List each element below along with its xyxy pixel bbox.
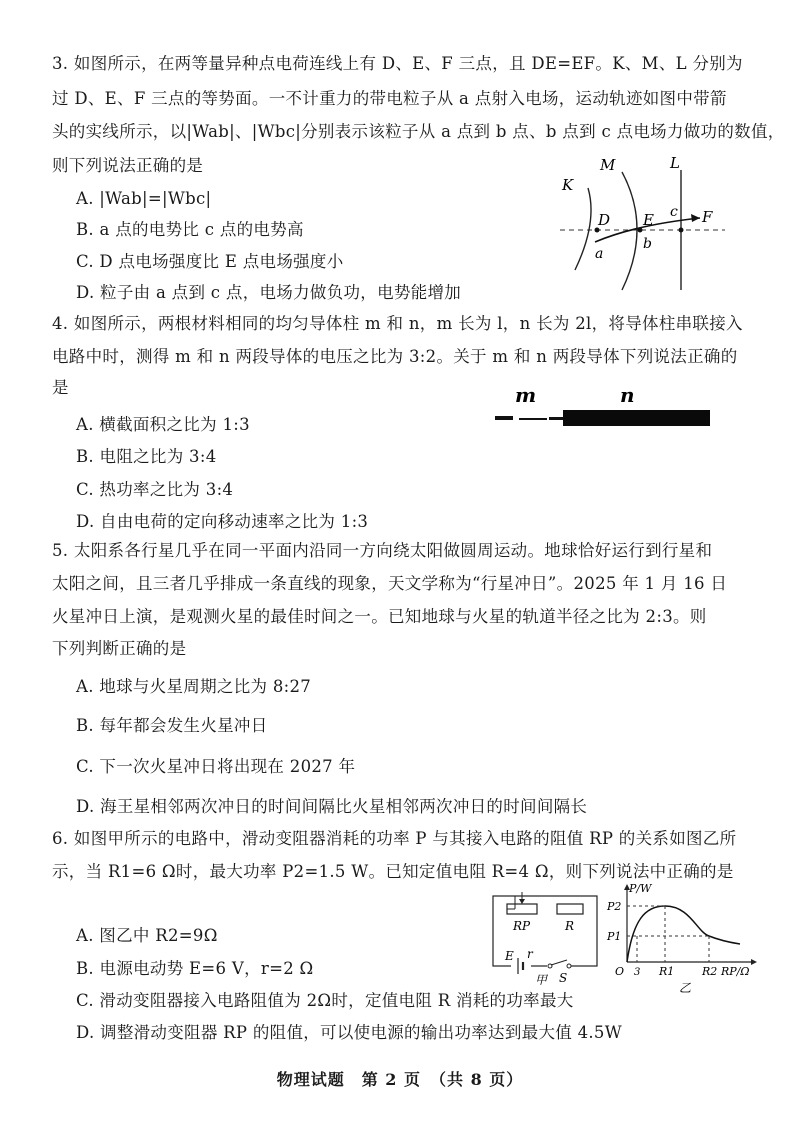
q3-equipotential-figure	[540, 150, 740, 300]
q5-option-a: A. 地球与火星周期之比为 8:27	[76, 677, 312, 696]
q6-label-s: S	[559, 971, 568, 985]
q4-stem-line-1: 4. 如图所示，两根材料相同的均匀导体柱 m 和 n，m 长为 l，n 长为 2l，将导体柱串联接入	[52, 314, 743, 333]
q5-option-d: D. 海王星相邻两次冲日的时间间隔比火星相邻两次冲日的时间间隔长	[76, 797, 588, 816]
q6-label-origin: O	[615, 965, 625, 978]
q4-option-a: A. 横截面积之比为 1:3	[76, 415, 250, 434]
q3-label-a: a	[595, 246, 604, 262]
q6-label-r: R	[565, 919, 575, 933]
q6-option-d: D. 调整滑动变阻器 RP 的阻值，可以使电源的输出功率达到最大值 4.5W	[76, 1023, 622, 1042]
q6-label-p2: P2	[607, 900, 622, 913]
q6-option-a: A. 图乙中 R2=9Ω	[76, 926, 218, 945]
q5-stem-line-2: 太阳之间，且三者几乎排成一条直线的现象，天文学称为“行星冲日”。2025 年 1 月 16 日	[52, 574, 728, 593]
q6-label-r2: R2	[702, 965, 718, 978]
q3-option-d: D. 粒子由 a 点到 c 点，电场力做负功，电势能增加	[76, 283, 462, 302]
q6-option-b: B. 电源电动势 E=6 V，r=2 Ω	[76, 959, 314, 978]
q3-label-e: E	[643, 211, 654, 229]
q4-stem-line-2: 电路中时，测得 m 和 n 两段导体的电压之比为 3:2。关于 m 和 n 两段导体下列说法正确的	[52, 347, 738, 366]
q3-option-b: B. a 点的电势比 c 点的电势高	[76, 220, 304, 239]
q3-option-a: A. |Wab|=|Wbc|	[76, 189, 212, 208]
q6-label-e: E	[505, 949, 514, 963]
q6-x-axis-label: RP/Ω	[721, 965, 750, 978]
q3-stem-line-2: 过 D、E、F 三点的等势面。一不计重力的带电粒子从 a 点射入电场，运动轨迹如图中带箭	[52, 89, 727, 108]
q6-label-rp: RP	[513, 919, 531, 933]
q3-label-f: F	[702, 208, 713, 226]
q4-option-d: D. 自由电荷的定向移动速率之比为 1:3	[76, 512, 369, 531]
q6-graph-caption: 乙	[679, 981, 692, 995]
q6-tick-3: 3	[634, 967, 641, 978]
q3-label-b: b	[643, 236, 652, 252]
q5-option-b: B. 每年都会发生火星冲日	[76, 716, 268, 735]
q3-label-c: c	[670, 204, 678, 220]
q3-stem-line-4: 则下列说法正确的是	[52, 156, 204, 175]
q6-option-c: C. 滑动变阻器接入电路阻值为 2Ω时，定值电阻 R 消耗的功率最大	[76, 991, 574, 1010]
q4-conductor-figure	[485, 380, 715, 440]
q5-stem-line-3: 火星冲日上演，是观测火星的最佳时间之一。已知地球与火星的轨道半径之比为 2:3。则	[52, 607, 707, 626]
q6-circuit-caption: 甲	[535, 973, 548, 987]
q3-stem-line-3: 头的实线所示，以|Wab|、|Wbc|分别表示该粒子从 a 点到 b 点、b 点到 c 点电场力做功的数值，	[52, 122, 785, 141]
q3-label-m: M	[600, 156, 616, 174]
q3-option-c: C. D 点电场强度比 E 点电场强度小	[76, 252, 344, 271]
q6-power-graph	[605, 880, 765, 995]
q3-label-k: K	[562, 176, 574, 194]
q6-circuit-diagram	[485, 890, 605, 985]
q6-label-r1: R1	[659, 965, 675, 978]
q6-label-internal-r: r	[527, 947, 533, 961]
q3-stem-line-1: 3. 如图所示，在两等量异种点电荷连线上有 D、E、F 三点，且 DE=EF。K、M、L 分别为	[52, 54, 743, 73]
q4-option-c: C. 热功率之比为 3:4	[76, 480, 234, 499]
page-footer: 物理试题 第 2 页 （共 8 页）	[276, 1070, 524, 1089]
q6-stem-line-2: 示，当 R1=6 Ω时，最大功率 P2=1.5 W。已知定值电阻 R=4 Ω，则下列说法中正确的是	[52, 862, 734, 881]
q4-stem-line-3: 是	[52, 378, 69, 397]
q6-label-p1: P1	[607, 930, 622, 943]
q5-option-c: C. 下一次火星冲日将出现在 2027 年	[76, 757, 356, 776]
q4-label-m: m	[515, 383, 537, 407]
q6-y-axis-label: P/W	[629, 882, 652, 895]
q6-stem-line-1: 6. 如图甲所示的电路中，滑动变阻器消耗的功率 P 与其接入电路的阻值 RP 的关系如图乙所	[52, 829, 737, 848]
q4-option-b: B. 电阻之比为 3:4	[76, 447, 217, 466]
q5-stem-line-1: 5. 太阳系各行星几乎在同一平面内沿同一方向绕太阳做圆周运动。地球恰好运行到行星和	[52, 541, 713, 560]
q5-stem-line-4: 下列判断正确的是	[52, 639, 187, 658]
q3-label-l: L	[670, 154, 680, 172]
q4-label-n: n	[620, 383, 635, 407]
q3-label-d: D	[598, 211, 611, 229]
